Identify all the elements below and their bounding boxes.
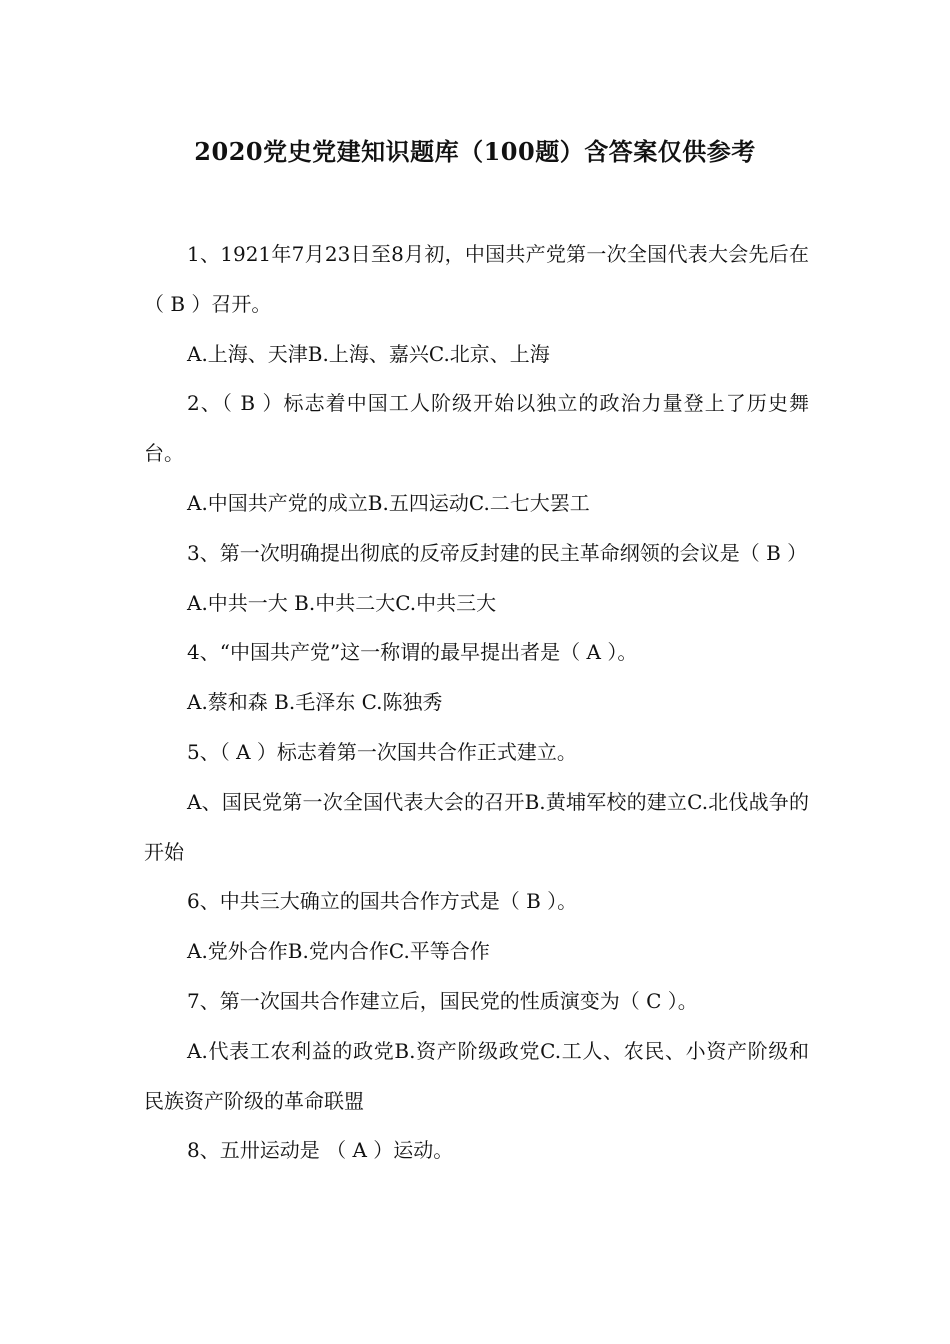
question-5-options: A、国民党第一次全国代表大会的召开B.黄埔军校的建立C.北伐战争的开始 bbox=[144, 789, 809, 864]
question-1-stem: 1、1921年7月23日至8月初，中国共产党第一次全国代表大会先后在（ B ）召开。 bbox=[144, 242, 809, 316]
question-4-stem: 4、“中国共产党”这一称谓的最早提出者是（ A ）。 bbox=[187, 640, 638, 665]
question-5-stem: 5、（ A ）标志着第一次国共合作正式建立。 bbox=[187, 739, 577, 764]
question-3-options: A.中共一大 B.中共二大C.中共三大 bbox=[187, 590, 497, 615]
question-7-stem: 7、第一次国共合作建立后，国民党的性质演变为（ C ）。 bbox=[187, 988, 698, 1013]
question-1-options: A.上海、天津B.上海、嘉兴C.北京、上海 bbox=[187, 341, 550, 366]
question-6-options: A.党外合作B.党内合作C.平等合作 bbox=[187, 939, 490, 964]
question-4-options: A.蔡和森 B.毛泽东 C.陈独秀 bbox=[187, 690, 443, 715]
question-2-stem: 2、（ B ）标志着中国工人阶级开始以独立的政治力量登上了历史舞台。 bbox=[144, 391, 809, 466]
question-3-stem: 3、第一次明确提出彻底的反帝反封建的民主革命纲领的会议是（ B ） bbox=[187, 540, 808, 565]
question-7-options: A.代表工农利益的政党B.资产阶级政党C.工人、农民、小资产阶级和民族资产阶级的革命联盟 bbox=[144, 1038, 809, 1113]
question-2-options: A.中国共产党的成立B.五四运动C.二七大罢工 bbox=[187, 490, 590, 515]
question-6-stem: 6、中共三大确立的国共合作方式是（ B ）。 bbox=[187, 889, 578, 914]
question-list bbox=[144, 230, 809, 1176]
document-title: 2020党史党建知识题库（100题）含答案仅供参考 bbox=[194, 137, 756, 166]
question-8-stem: 8、五卅运动是 （ A ）运动。 bbox=[187, 1138, 454, 1163]
